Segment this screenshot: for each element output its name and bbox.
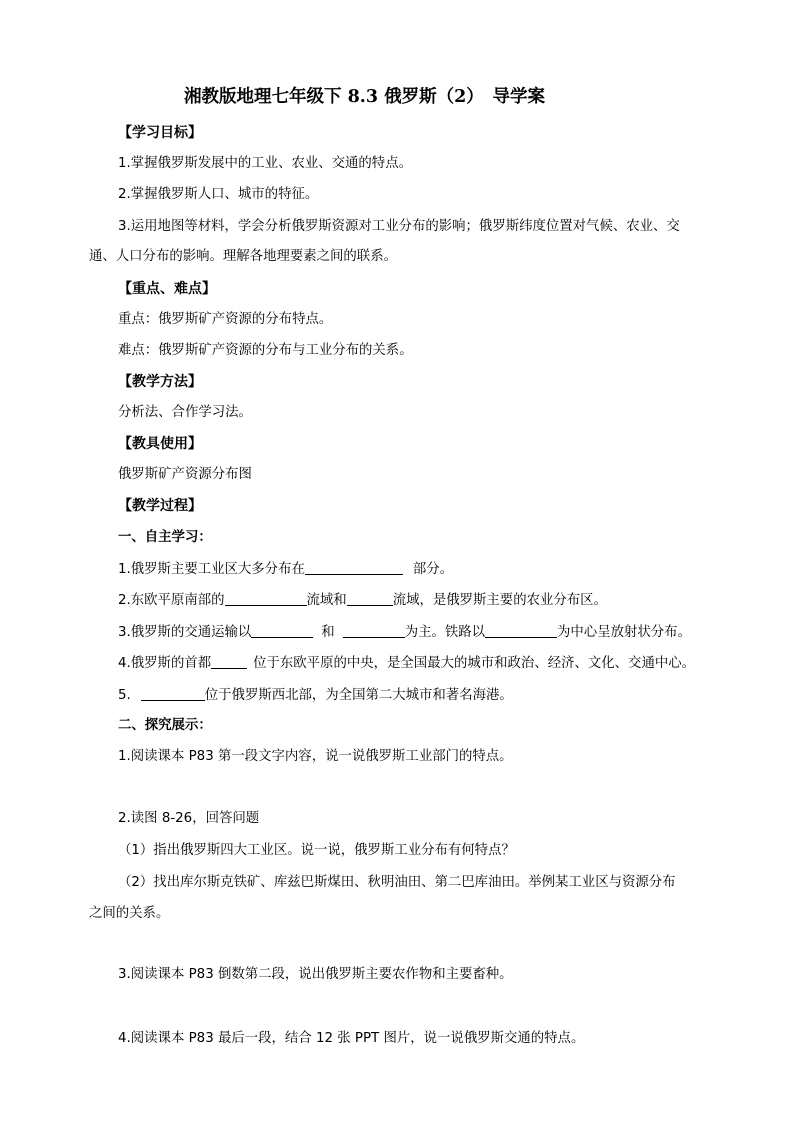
fill-question-2: [118, 591, 607, 610]
question-text: 5.: [118, 688, 131, 703]
objective-item: 1.掌握俄罗斯发展中的工业、农业、交通的特点。: [118, 156, 412, 171]
answer-blank[interactable]: [141, 686, 205, 701]
explore-subitem: （2）找出库尔斯克铁矿、库兹巴斯煤田、秋明油田、第二巴库油田。举例某工业区与资源分布: [118, 875, 676, 890]
objective-item: 2.掌握俄罗斯人口、城市的特征。: [118, 187, 319, 202]
question-text: 为中心呈放射状分布。: [557, 625, 691, 640]
tools-text: 俄罗斯矿产资源分布图: [118, 467, 252, 482]
fill-question-1: [118, 560, 453, 579]
answer-blank[interactable]: [347, 591, 393, 606]
explore-item: 1.阅读课本 P83 第一段文字内容，说一说俄罗斯工业部门的特点。: [118, 749, 513, 764]
question-text: 位于俄罗斯西北部，为全国第二大城市和著名海港。: [204, 688, 513, 703]
question-text: 部分。: [412, 562, 454, 577]
method-text: 分析法、合作学习法。: [118, 405, 252, 420]
question-text: 1.俄罗斯主要工业区大多分布在: [118, 562, 305, 577]
objective-item: 3.运用地图等材料，学会分析俄罗斯资源对工业分布的影响；俄罗斯纬度位置对气候、农业、交: [118, 219, 680, 234]
answer-blank[interactable]: [211, 654, 247, 669]
objective-item-continued: 通、人口分布的影响。理解各地理要素之间的联系。: [89, 249, 397, 264]
question-text: 流域和: [306, 593, 347, 608]
question-text: 流域，是俄罗斯主要的农业分布区。: [392, 593, 607, 608]
question-text: 位于东欧平原的中央，是全国最大的城市和政治、经济、文化、交通中心。: [253, 656, 696, 671]
explore-subitem-continued: 之间的关系。: [89, 906, 170, 921]
key-points-heading: 【重点、难点】: [118, 281, 216, 297]
fill-question-4: [118, 654, 695, 673]
explore-subitem: （1）指出俄罗斯四大工业区。说一说，俄罗斯工业分布有何特点？: [118, 843, 515, 858]
answer-blank[interactable]: [343, 623, 405, 638]
answer-blank[interactable]: [225, 591, 307, 606]
question-text: 3.俄罗斯的交通运输以: [118, 625, 252, 640]
tools-heading: 【教具使用】: [118, 436, 202, 452]
method-heading: 【教学方法】: [118, 374, 202, 390]
answer-blank[interactable]: [305, 560, 403, 575]
process-heading: 【教学过程】: [118, 498, 202, 514]
question-text: 和: [321, 625, 335, 640]
difficult-point-text: 难点：俄罗斯矿产资源的分布与工业分布的关系。: [118, 343, 413, 358]
question-text: 4.俄罗斯的首都: [118, 656, 212, 671]
question-text: 2.东欧平原南部的: [118, 593, 225, 608]
answer-blank[interactable]: [485, 623, 557, 638]
fill-question-5: [118, 686, 513, 705]
fill-question-3: [118, 623, 691, 642]
explore-item: 2.读图 8-26，回答问题: [118, 811, 260, 826]
self-study-heading: 一、自主学习：: [118, 530, 212, 545]
answer-blank[interactable]: [251, 623, 313, 638]
question-text: 为主。铁路以: [404, 625, 486, 640]
objectives-heading: 【学习目标】: [118, 125, 202, 141]
explore-item: 3.阅读课本 P83 倒数第二段，说出俄罗斯主要农作物和主要畜种。: [118, 967, 513, 982]
page-title: 湘教版地理七年级下 8.3 俄罗斯（2） 导学案: [184, 87, 546, 107]
key-point-text: 重点：俄罗斯矿产资源的分布特点。: [118, 312, 333, 327]
explore-heading: 二、探究展示：: [118, 718, 212, 733]
explore-item: 4.阅读课本 P83 最后一段，结合 12 张 PPT 图片，说一说俄罗斯交通的特点。: [118, 1031, 585, 1046]
